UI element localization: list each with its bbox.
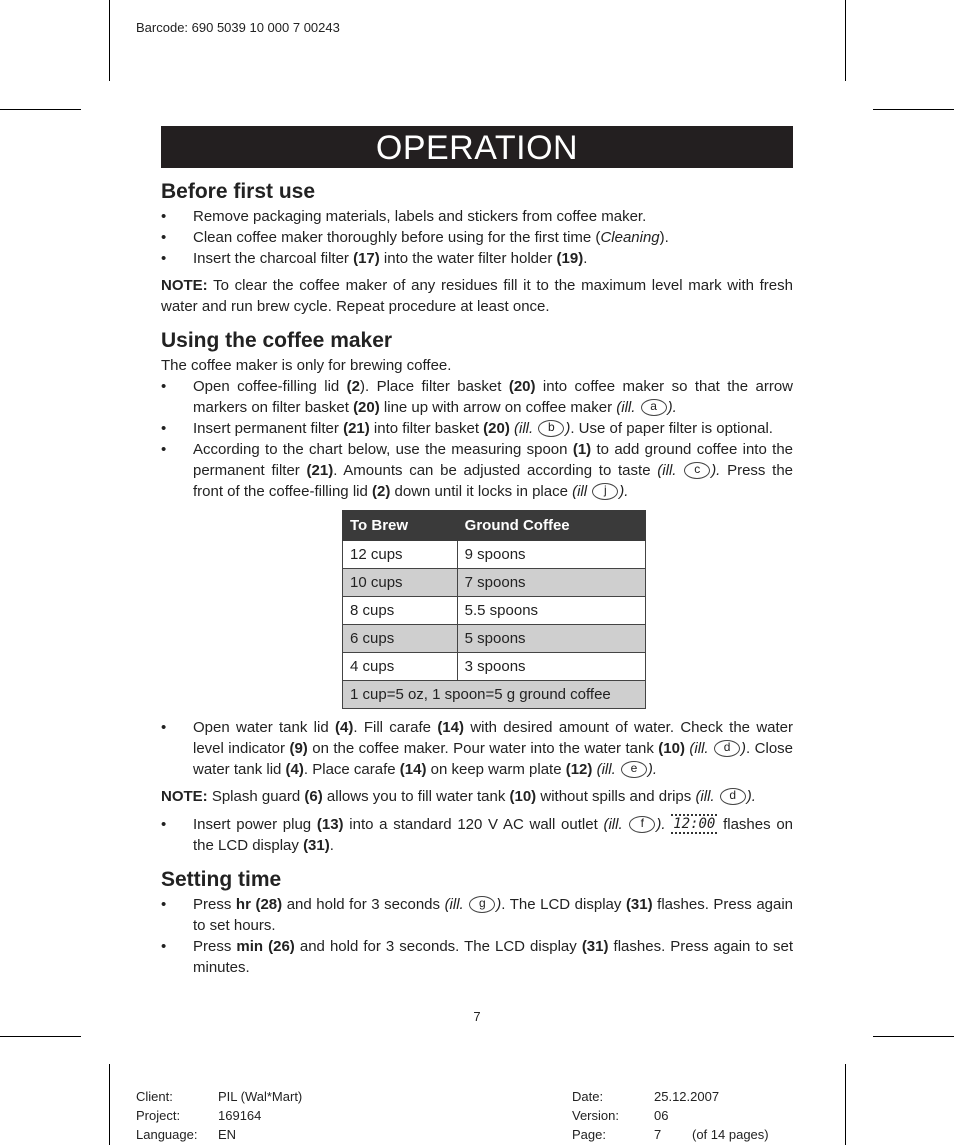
item-text: line up with arrow on coffee maker [379, 399, 617, 416]
footer-label: Project: [136, 1108, 181, 1123]
table-row [343, 625, 646, 653]
item-text: Insert the charcoal filter [193, 250, 354, 267]
footer-page: 7 [654, 1127, 662, 1142]
item-text: and hold for 3 seconds [282, 896, 445, 913]
ill-ref: (ill. [444, 896, 469, 913]
footer-date: 25.12.2007 [654, 1089, 720, 1104]
illustration-marker: a [641, 399, 667, 416]
ill-ref: ) [565, 420, 571, 437]
note-label: NOTE: [161, 788, 208, 805]
illustration-marker: c [684, 462, 710, 479]
table-cell: 10 cups [343, 569, 458, 597]
note-paragraph [161, 275, 793, 317]
part-ref: (17) [353, 250, 380, 267]
list-item [161, 248, 793, 269]
crop-mark [109, 1064, 110, 1145]
ill-ref: ) [741, 740, 747, 757]
table-footer-cell: 1 cup=5 oz, 1 spoon=5 g ground coffee [343, 681, 646, 709]
part-ref: (31) [303, 837, 330, 854]
item-text: down until it locks in place [390, 483, 573, 500]
bullet-list [161, 814, 793, 856]
table-cell: 4 cups [343, 653, 458, 681]
ill-ref: (ill. [603, 816, 629, 833]
ill-ref: (ill. [695, 788, 719, 805]
list-item [161, 376, 793, 418]
table-header-row [343, 511, 646, 541]
table-cell: 5 spoons [457, 625, 645, 653]
part-ref: (31) [625, 896, 653, 913]
crop-mark [0, 109, 81, 110]
item-emphasis: Cleaning [600, 229, 660, 246]
item-text: ). Place filter basket [360, 378, 509, 395]
ill-ref: ). [619, 483, 629, 500]
note-text: To clear the coffee maker of any residues fill it to the maximum level mark with fresh water and run brew cycle. Repeat procedure at least once. [161, 277, 793, 315]
bullet-list [161, 376, 793, 502]
ill-ref: (ill. [509, 420, 538, 437]
note-text: Splash guard [207, 788, 305, 805]
part-ref: (9) [289, 740, 308, 757]
item-text: Clean coffee maker thoroughly before using for the first time ( [193, 229, 601, 246]
bullet-list [161, 206, 793, 269]
item-text: on keep warm plate [426, 761, 566, 778]
crop-mark [109, 0, 110, 81]
part-ref: (2) [372, 483, 391, 500]
footer-page-of: (of 14 pages) [692, 1127, 769, 1142]
item-text: Open water tank lid [193, 719, 335, 736]
ill-ref: ). [746, 788, 756, 805]
part-ref: (20) [508, 378, 536, 395]
crop-mark [873, 1036, 954, 1037]
table-cell: 6 cups [343, 625, 458, 653]
list-item [161, 418, 793, 439]
footer-project: 169164 [218, 1108, 262, 1123]
crop-mark [0, 1036, 81, 1037]
item-text: . [583, 250, 588, 267]
part-ref: (21) [306, 462, 334, 479]
part-ref: (10) [658, 740, 685, 757]
item-text: . Place carafe [303, 761, 400, 778]
illustration-marker: e [621, 761, 647, 778]
part-ref: (20) [353, 399, 380, 416]
table-cell: 5.5 spoons [457, 597, 645, 625]
item-text: . The LCD display [501, 896, 626, 913]
footer-label: Page: [572, 1127, 606, 1142]
part-ref: (10) [509, 788, 537, 805]
section-title-before-first-use: Before first use [161, 180, 316, 203]
table-row [343, 569, 646, 597]
footer-client: PIL (Wal*Mart) [218, 1089, 303, 1104]
table-footer-row [343, 681, 646, 709]
part-ref: (6) [304, 788, 323, 805]
illustration-marker: d [720, 788, 746, 805]
crop-mark [873, 109, 954, 110]
table-row [343, 597, 646, 625]
item-text: . [329, 837, 334, 854]
item-text: Insert permanent filter [193, 420, 344, 437]
item-text: . Fill carafe [353, 719, 438, 736]
item-text: Open coffee-filling lid [193, 378, 347, 395]
bullet-list [161, 894, 793, 978]
column-header: To Brew [343, 511, 458, 541]
illustration-marker: f [629, 816, 655, 833]
list-item [161, 439, 793, 502]
footer-left [136, 1087, 302, 1144]
list-item [161, 936, 793, 978]
illustration-marker: j [592, 483, 618, 500]
part-ref: (4) [285, 761, 304, 778]
ill-ref: ). [656, 816, 666, 833]
item-text: Insert power plug [193, 816, 317, 833]
footer-label: Date: [572, 1089, 604, 1104]
part-ref: (20) [483, 420, 510, 437]
crop-mark [845, 0, 846, 81]
item-text: to add ground coffee into the permanent filter [193, 441, 793, 479]
item-text: Press [193, 938, 237, 955]
item-text: flashes. Press again to set minutes. [193, 938, 794, 976]
part-ref: (12) [565, 761, 593, 778]
item-text: Remove packaging materials, labels and stickers from coffee maker. [193, 208, 647, 225]
item-text: into filter basket [369, 420, 484, 437]
item-text: with desired amount of water. Check the water level indicator [193, 719, 793, 757]
column-header: Ground Coffee [457, 511, 645, 541]
table-row [343, 541, 646, 569]
table-row [343, 653, 646, 681]
table-cell: 12 cups [343, 541, 458, 569]
item-text: and hold for 3 seconds. The LCD display [294, 938, 582, 955]
item-text: According to the chart below, use the measuring spoon [193, 441, 573, 458]
illustration-marker: b [538, 420, 564, 437]
part-ref: (4) [335, 719, 354, 736]
barcode-text: Barcode: 690 5039 10 000 7 00243 [136, 20, 340, 35]
item-text: . Close water tank lid [193, 740, 794, 778]
item-text: Press [193, 896, 236, 913]
part-ref: (2 [346, 378, 361, 395]
footer-label: Language: [136, 1127, 198, 1142]
item-text: Press the front of the coffee-filling lid [193, 462, 794, 500]
list-item [161, 206, 793, 227]
illustration-marker: d [714, 740, 740, 757]
note-text: without spills and drips [536, 788, 696, 805]
page-title: OPERATION [161, 126, 793, 168]
part-ref: (1) [572, 441, 592, 458]
crop-mark [845, 1064, 846, 1145]
ill-ref: (ill. [657, 462, 684, 479]
part-ref: hr (28) [235, 896, 283, 913]
ill-ref: (ill. [616, 399, 640, 416]
item-text: . Use of paper filter is optional. [570, 420, 773, 437]
part-ref: (19) [556, 250, 584, 267]
list-item [161, 814, 793, 856]
main-content [161, 178, 793, 978]
item-text: flashes. Press again to set hours. [193, 896, 794, 934]
section-title-setting-time: Setting time [161, 868, 282, 891]
part-ref: (14) [437, 719, 464, 736]
note-paragraph [161, 786, 793, 807]
ill-ref: (ill. [684, 740, 714, 757]
item-text: into a standard 120 V AC wall outlet [343, 816, 604, 833]
ill-ref: ). [647, 761, 658, 778]
page-number: 7 [473, 1009, 481, 1024]
item-text: into coffee maker so that the arrow markers on filter basket [193, 378, 794, 416]
item-text: . Amounts can be adjusted according to taste [333, 462, 658, 479]
ill-ref: (ill. [592, 761, 620, 778]
item-text: into the water filter holder [379, 250, 557, 267]
footer-language: EN [218, 1127, 237, 1142]
table-cell: 3 spoons [457, 653, 645, 681]
part-ref: (13) [316, 816, 344, 833]
bullet-list [161, 717, 793, 780]
intro-text: The coffee maker is only for brewing coffee. [161, 357, 452, 374]
list-item [161, 717, 793, 780]
list-item [161, 894, 793, 936]
footer-label: Client: [136, 1089, 173, 1104]
item-text: ). [659, 229, 669, 246]
footer-right [572, 1087, 769, 1144]
note-label: NOTE: [161, 277, 208, 294]
part-ref: min (26) [236, 938, 295, 955]
note-text: allows you to fill water tank [322, 788, 510, 805]
table-cell: 7 spoons [457, 569, 645, 597]
ill-ref: ). [711, 462, 721, 479]
table-cell: 9 spoons [457, 541, 645, 569]
part-ref: (31) [581, 938, 609, 955]
part-ref: (14) [399, 761, 427, 778]
item-text: flashes on the LCD display [193, 816, 794, 854]
lcd-display-icon: 12:00 [673, 816, 716, 832]
illustration-marker: g [469, 896, 495, 913]
section-title-using-coffee-maker: Using the coffee maker [161, 329, 393, 352]
ill-ref: ) [496, 896, 502, 913]
list-item [161, 227, 793, 248]
item-text: on the coffee maker. Pour water into the water tank [307, 740, 659, 757]
ill-ref: ). [667, 399, 677, 416]
footer-version: 06 [654, 1108, 669, 1123]
table-cell: 8 cups [343, 597, 458, 625]
ill-ref: (ill [572, 483, 592, 500]
footer-label: Version: [572, 1108, 619, 1123]
part-ref: (21) [343, 420, 370, 437]
brew-chart-table [342, 510, 646, 709]
